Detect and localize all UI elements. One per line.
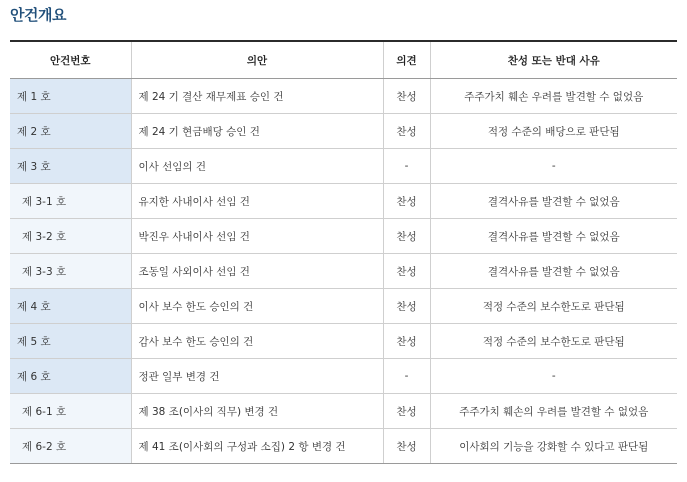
agenda-item-cell: 정관 일부 변경 건 <box>131 359 383 394</box>
reason-cell: 적정 수준의 배당으로 판단됨 <box>430 114 677 149</box>
opinion-cell: 찬성 <box>383 184 430 219</box>
agenda-item-cell: 조동일 사외이사 선임 건 <box>131 254 383 289</box>
agenda-item-cell: 이사 선임의 건 <box>131 149 383 184</box>
agenda-number-cell: 제 2 호 <box>10 114 131 149</box>
reason-cell: 이사회의 기능을 강화할 수 있다고 판단됨 <box>430 429 677 464</box>
table-body <box>10 79 677 464</box>
header-agenda-no: 안건번호 <box>10 41 131 79</box>
opinion-cell: 찬성 <box>383 219 430 254</box>
header-opinion: 의견 <box>383 41 430 79</box>
agenda-number-cell: 제 3-1 호 <box>10 184 131 219</box>
header-agenda-item: 의안 <box>131 41 383 79</box>
reason-cell: - <box>430 149 677 184</box>
table-row <box>10 394 677 429</box>
agenda-number-cell: 제 6-2 호 <box>10 429 131 464</box>
reason-cell: 주주가치 훼손의 우려를 발견할 수 없었음 <box>430 394 677 429</box>
agenda-item-cell: 제 41 조(이사회의 구성과 소집) 2 항 변경 건 <box>131 429 383 464</box>
agenda-item-cell: 제 24 기 현금배당 승인 건 <box>131 114 383 149</box>
page-title: 안건개요 <box>10 6 66 24</box>
opinion-cell: 찬성 <box>383 114 430 149</box>
table-row <box>10 254 677 289</box>
agenda-number-cell: 제 1 호 <box>10 79 131 114</box>
agenda-number-cell: 제 3-2 호 <box>10 219 131 254</box>
table-header-row <box>10 41 677 79</box>
agenda-number-cell: 제 6 호 <box>10 359 131 394</box>
opinion-cell: - <box>383 359 430 394</box>
table-row <box>10 429 677 464</box>
table-row <box>10 219 677 254</box>
table-row <box>10 184 677 219</box>
agenda-item-cell: 유지한 사내이사 선임 건 <box>131 184 383 219</box>
opinion-cell: 찬성 <box>383 79 430 114</box>
agenda-number-cell: 제 3-3 호 <box>10 254 131 289</box>
table-row <box>10 149 677 184</box>
opinion-cell: 찬성 <box>383 394 430 429</box>
opinion-cell: 찬성 <box>383 254 430 289</box>
reason-cell: 결격사유를 발견할 수 없었음 <box>430 254 677 289</box>
table-row <box>10 114 677 149</box>
agenda-number-cell: 제 6-1 호 <box>10 394 131 429</box>
reason-cell: 결격사유를 발견할 수 없었음 <box>430 219 677 254</box>
table-row <box>10 289 677 324</box>
agenda-number-cell: 제 5 호 <box>10 324 131 359</box>
agenda-item-cell: 제 38 조(이사의 직무) 변경 건 <box>131 394 383 429</box>
table-row <box>10 324 677 359</box>
agenda-number-cell: 제 3 호 <box>10 149 131 184</box>
agenda-item-cell: 감사 보수 한도 승인의 건 <box>131 324 383 359</box>
table-row <box>10 79 677 114</box>
agenda-item-cell: 제 24 기 결산 재무제표 승인 건 <box>131 79 383 114</box>
reason-cell: - <box>430 359 677 394</box>
opinion-cell: 찬성 <box>383 429 430 464</box>
table-row <box>10 359 677 394</box>
agenda-table <box>10 40 677 464</box>
reason-cell: 주주가치 훼손 우려를 발견할 수 없었음 <box>430 79 677 114</box>
opinion-cell: - <box>383 149 430 184</box>
header-reason: 찬성 또는 반대 사유 <box>430 41 677 79</box>
agenda-item-cell: 이사 보수 한도 승인의 건 <box>131 289 383 324</box>
reason-cell: 결격사유를 발견할 수 없었음 <box>430 184 677 219</box>
agenda-item-cell: 박진우 사내이사 선임 건 <box>131 219 383 254</box>
agenda-number-cell: 제 4 호 <box>10 289 131 324</box>
opinion-cell: 찬성 <box>383 324 430 359</box>
reason-cell: 적정 수준의 보수한도로 판단됨 <box>430 324 677 359</box>
reason-cell: 적정 수준의 보수한도로 판단됨 <box>430 289 677 324</box>
opinion-cell: 찬성 <box>383 289 430 324</box>
